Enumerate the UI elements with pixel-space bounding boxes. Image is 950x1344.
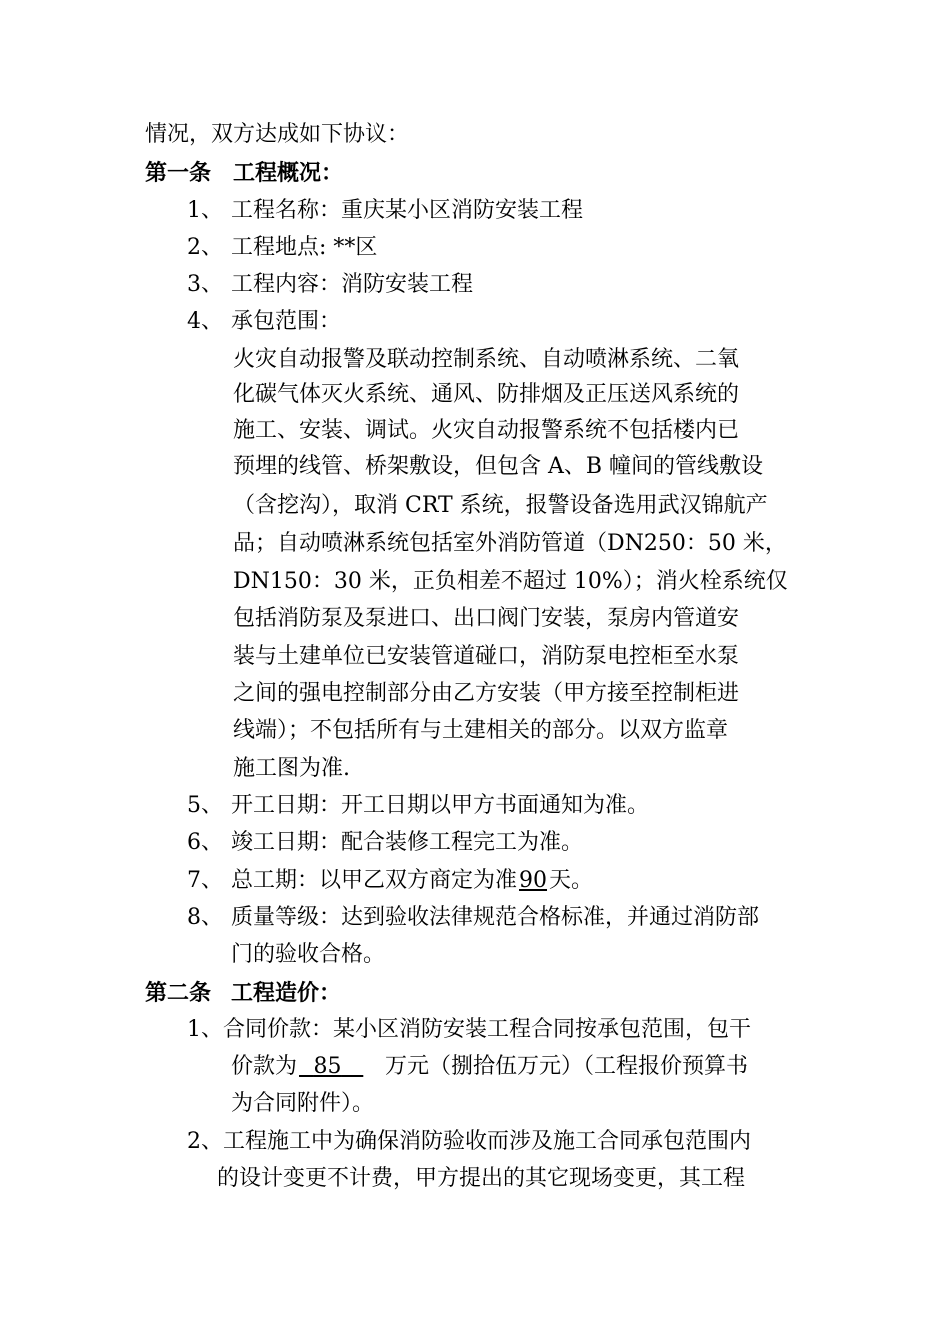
article-2-item-2 <box>187 1127 751 1157</box>
scope-line: 之间的强电控制部分由乙方安装（甲方接至控制柜进 <box>233 681 740 706</box>
item-number: 8、 <box>187 905 223 930</box>
article-2-number: 第二条 <box>145 980 212 1006</box>
article-1-item-2 <box>187 233 377 263</box>
item-text-after: 天。 <box>549 868 594 893</box>
intro-text: 情况，双方达成如下协议： <box>145 122 410 147</box>
item-text: 质量等级：达到验收法律规范合格标准，并通过消防部 <box>231 905 760 930</box>
article-2-item-2-cont: 的设计变更不计费，甲方提出的其它现场变更，其工程 <box>217 1166 746 1191</box>
item-text: 开工日期：开工日期以甲方书面通知为准。 <box>231 793 650 818</box>
article-1-item-7 <box>187 866 593 896</box>
contract-price-field <box>297 1052 385 1082</box>
item-text: 承包范围： <box>231 309 342 334</box>
article-1-title: 工程概况： <box>233 160 344 186</box>
item-text-after: 万元（捌拾伍万元）（工程报价预算书 <box>385 1054 749 1079</box>
scope-line: DN150：30 米，正负相差不超过 10%）；消火栓系统仅 <box>233 569 788 594</box>
item-text-before: 总工期：以甲乙双方商定为准 <box>231 868 518 893</box>
item-number: 1、 <box>187 1017 223 1042</box>
scope-line: 包括消防泵及泵进口、出口阀门安装，泵房内管道安 <box>233 606 740 631</box>
item-number: 2、 <box>187 235 223 260</box>
article-2-item-1-cont2: 为合同附件）。 <box>231 1091 375 1116</box>
scope-line: 预埋的线管、桥架敷设，但包含 A、B 幢间的管线敷设 <box>233 454 764 479</box>
scope-line: （含挖沟），取消 CRT 系统，报警设备选用武汉锦航产 <box>233 493 768 518</box>
article-1-item-4 <box>187 307 341 337</box>
scope-line: 施工图为准. <box>233 756 350 781</box>
item-number: 6、 <box>187 830 223 855</box>
item-text: 工程内容：消防安装工程 <box>231 272 474 297</box>
item-number: 7、 <box>187 868 223 893</box>
scope-line: 化碳气体灭火系统、通风、防排烟及正压送风系统的 <box>233 382 740 407</box>
item-text: 工程施工中为确保消防验收而涉及施工合同承包范围内 <box>223 1129 752 1154</box>
price-value: 85 <box>313 1054 342 1079</box>
item-text: 合同价款：某小区消防安装工程合同按承包范围，包干 <box>223 1017 752 1042</box>
article-2-heading <box>145 978 341 1008</box>
item-text: 工程地点: **区 <box>231 235 378 260</box>
scope-line: 火灾自动报警及联动控制系统、自动喷淋系统、二氧 <box>233 347 740 372</box>
article-2-item-1-cont <box>231 1052 748 1082</box>
duration-days-field: 90 <box>519 868 548 893</box>
article-2-item-1 <box>187 1015 751 1045</box>
item-number: 5、 <box>187 793 223 818</box>
item-number: 4、 <box>187 309 223 334</box>
article-1-item-3 <box>187 270 473 300</box>
item-number: 3、 <box>187 272 223 297</box>
article-1-item-8 <box>187 903 759 933</box>
item-number: 1、 <box>187 198 223 223</box>
item-text-before: 价款为 <box>231 1054 298 1079</box>
item-number: 2、 <box>187 1129 223 1154</box>
article-1-heading <box>145 158 343 188</box>
scope-line: 装与土建单位已安装管道碰口，消防泵电控柜至水泵 <box>233 644 740 669</box>
scope-line: 品；自动喷淋系统包括室外消防管道（DN250：50 米， <box>233 531 787 556</box>
article-1-item-8-cont: 门的验收合格。 <box>231 942 386 967</box>
item-text: 竣工日期：配合装修工程完工为准。 <box>231 830 584 855</box>
scope-line: 施工、安装、调试。火灾自动报警系统不包括楼内已 <box>233 418 740 443</box>
item-text: 工程名称：重庆某小区消防安装工程 <box>231 198 584 223</box>
article-1-item-6 <box>187 828 583 858</box>
article-1-item-1 <box>187 196 583 226</box>
article-2-title: 工程造价： <box>231 980 342 1006</box>
article-1-number: 第一条 <box>145 160 212 186</box>
scope-line: 线端）；不包括所有与土建相关的部分。以双方监章 <box>233 718 729 743</box>
article-1-item-5 <box>187 791 649 821</box>
